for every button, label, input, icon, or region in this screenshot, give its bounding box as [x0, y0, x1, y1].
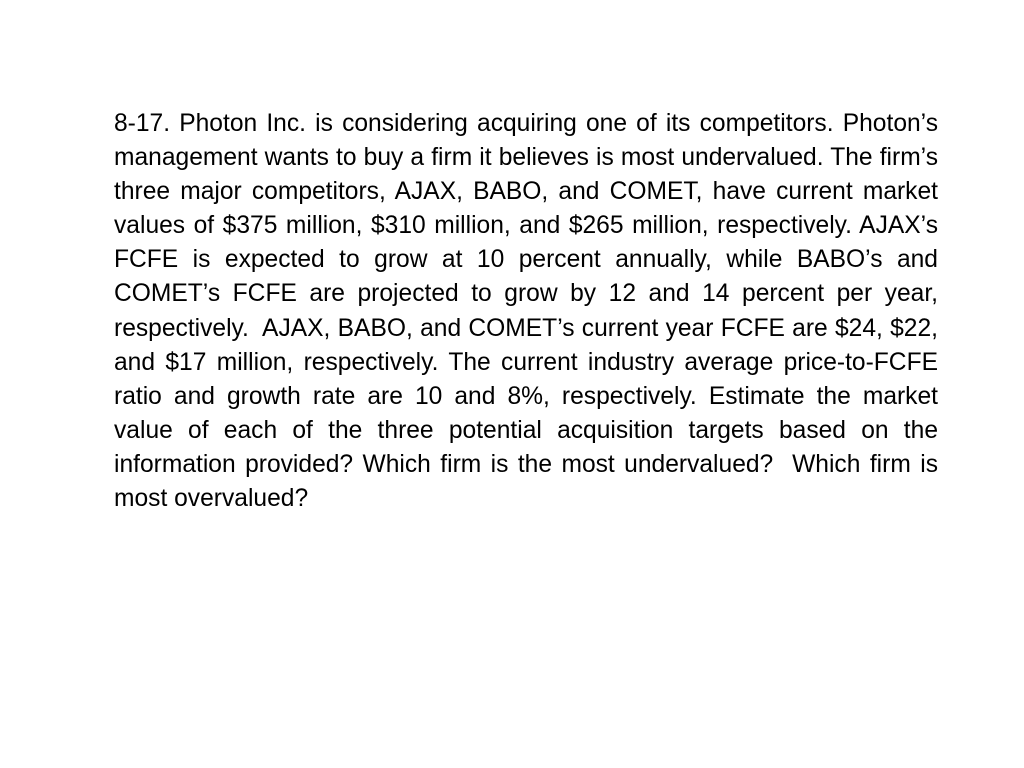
problem-statement: 8-17. Photon Inc. is considering acquiring one of its competitors. Photon’s management wants to buy a firm it believes is most undervalued. The firm’s three major competitors, AJAX, BABO, and COMET, have current market values of $375 million, $310 million, and $265 million, respectively. AJAX’s FCFE is expected to grow at 10 percent annually, while BABO’s and COMET’s FCFE are projected to grow by 12 and 14 percent per year, respectively. AJAX, BABO, and COMET’s current year FCFE are $24, $22, and $17 million, respectively. The current industry average price-to-FCFE ratio and growth rate are 10 and 8%, respectively. Estimate the market value of each of the three potential acquisition targets based on the information provided? Which firm is the most undervalued? Which firm is most overvalued? [114, 110, 945, 513]
